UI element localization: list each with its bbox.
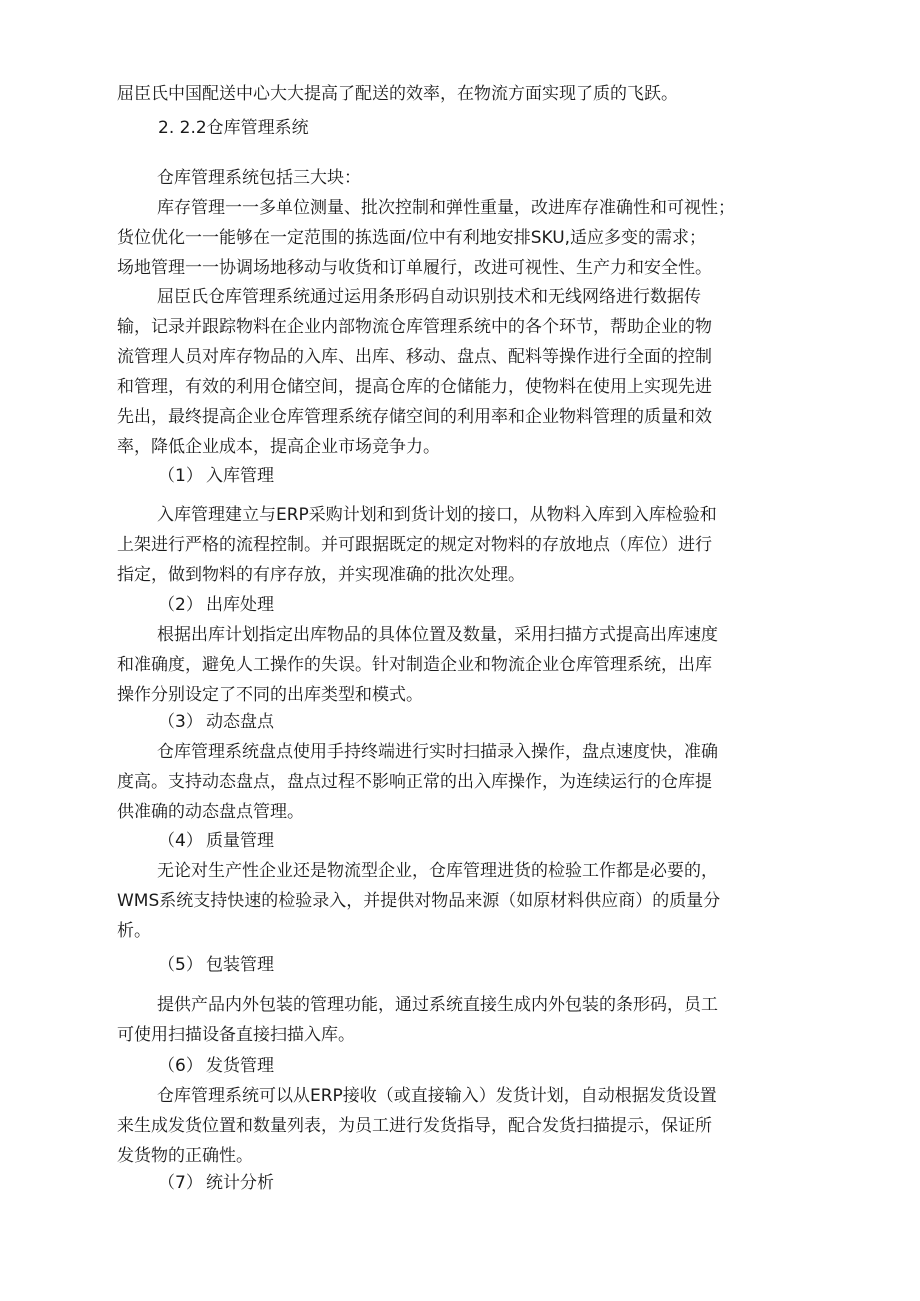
item-number: （6） xyxy=(158,1056,203,1076)
item-heading-5 xyxy=(158,950,274,980)
item-number: （2） xyxy=(158,595,203,615)
item-heading-2 xyxy=(158,590,274,620)
item-line: 发货物的正确性。 xyxy=(117,1146,253,1166)
item-body-4 xyxy=(117,856,777,946)
item-body-6 xyxy=(117,1081,777,1171)
description-line: 输，记录并跟踪物料在企业内部物流仓库管理系统中的各个环节，帮助企业的物 xyxy=(117,317,712,337)
item-number: （4） xyxy=(158,831,203,851)
item-title: 发货管理 xyxy=(206,1056,274,1076)
item-line: 度高。支持动态盘点，盘点过程不影响正常的出入库操作，为连续运行的仓库提 xyxy=(117,772,712,792)
item-heading-1 xyxy=(158,461,274,491)
section-title: 2. 2.2仓库管理系统 xyxy=(158,118,309,138)
item-heading-3 xyxy=(158,707,274,737)
item-line: 根据出库计划指定出库物品的具体位置及数量，采用扫描方式提高出库速度 xyxy=(157,625,718,645)
overview-line: 库存管理一一多单位测量、批次控制和弹性重量，改进库存准确性和可视性； xyxy=(157,198,735,218)
item-line: 仓库管理系统可以从ERP接收（或直接输入）发货计划，自动根据发货设置 xyxy=(157,1086,717,1106)
item-number: （7） xyxy=(158,1173,203,1193)
item-number: （3） xyxy=(158,712,203,732)
item-body-1 xyxy=(117,500,777,590)
item-title: 包装管理 xyxy=(206,955,274,975)
item-number: （5） xyxy=(158,955,203,975)
item-title: 出库处理 xyxy=(206,595,274,615)
item-number: （1） xyxy=(158,466,203,486)
overview-paragraph xyxy=(117,163,777,283)
overview-line: 货位优化一一能够在一定范围的拣选面/位中有利地安排SKU,适应多变的需求； xyxy=(117,228,707,248)
item-line: 上架进行严格的流程控制。并可跟据既定的规定对物料的存放地点（库位）进行 xyxy=(117,535,712,555)
overview-lead: 仓库管理系统包括三大块： xyxy=(157,168,361,188)
item-heading-6 xyxy=(158,1051,274,1081)
description-line: 率，降低企业成本，提高企业市场竞争力。 xyxy=(117,437,440,457)
item-title: 动态盘点 xyxy=(206,712,274,732)
item-body-5 xyxy=(117,990,777,1050)
item-line: 提供产品内外包装的管理功能，通过系统直接生成内外包装的条形码，员工 xyxy=(157,995,718,1015)
item-body-3 xyxy=(117,737,777,827)
item-body-2 xyxy=(117,620,777,710)
item-line: 指定，做到物料的有序存放，并实现准确的批次处理。 xyxy=(117,565,525,585)
overview-line: 场地管理一一协调场地移动与收货和订单履行，改进可视性、生产力和安全性。 xyxy=(117,258,712,278)
item-line: 仓库管理系统盘点使用手持终端进行实时扫描录入操作，盘点速度快，准确 xyxy=(157,742,718,762)
item-line: 操作分别设定了不同的出库类型和模式。 xyxy=(117,685,423,705)
item-line: 析。 xyxy=(117,921,151,941)
description-line: 流管理人员对库存物品的入库、出库、移动、盘点、配料等操作进行全面的控制 xyxy=(117,347,712,367)
item-title: 质量管理 xyxy=(206,831,274,851)
item-line: 供准确的动态盘点管理。 xyxy=(117,802,304,822)
item-line: 来生成发货位置和数量列表，为员工进行发货指导，配合发货扫描提示，保证所 xyxy=(117,1116,712,1136)
item-line: 可使用扫描设备直接扫描入库。 xyxy=(117,1025,355,1045)
description-line: 屈臣氏仓库管理系统通过运用条形码自动识别技术和无线网络进行数据传 xyxy=(157,287,701,307)
item-title: 统计分析 xyxy=(206,1173,274,1193)
description-line: 和管理，有效的利用仓储空间，提高仓库的仓储能力，使物料在使用上实现先进 xyxy=(117,377,712,397)
item-line: WMS系统支持快速的检验录入，并提供对物品来源（如原材料供应商）的质量分 xyxy=(117,891,721,911)
intro-line: 屈臣氏中国配送中心大大提高了配送的效率，在物流方面实现了质的飞跃。 xyxy=(117,84,678,104)
item-title: 入库管理 xyxy=(206,466,274,486)
item-heading-4 xyxy=(158,826,274,856)
intro-paragraph xyxy=(117,79,777,109)
item-line: 无论对生产性企业还是物流型企业，仓库管理进货的检验工作都是必要的， xyxy=(157,861,718,881)
description-line: 先出，最终提高企业仓库管理系统存储空间的利用率和企业物料管理的质量和效 xyxy=(117,407,712,427)
description-paragraph xyxy=(117,282,777,462)
item-line: 和准确度，避免人工操作的失误。针对制造企业和物流企业仓库管理系统，出库 xyxy=(117,655,712,675)
item-heading-7 xyxy=(158,1168,274,1198)
item-line: 入库管理建立与ERP采购计划和到货计划的接口，从物料入库到入库检验和 xyxy=(157,505,717,525)
